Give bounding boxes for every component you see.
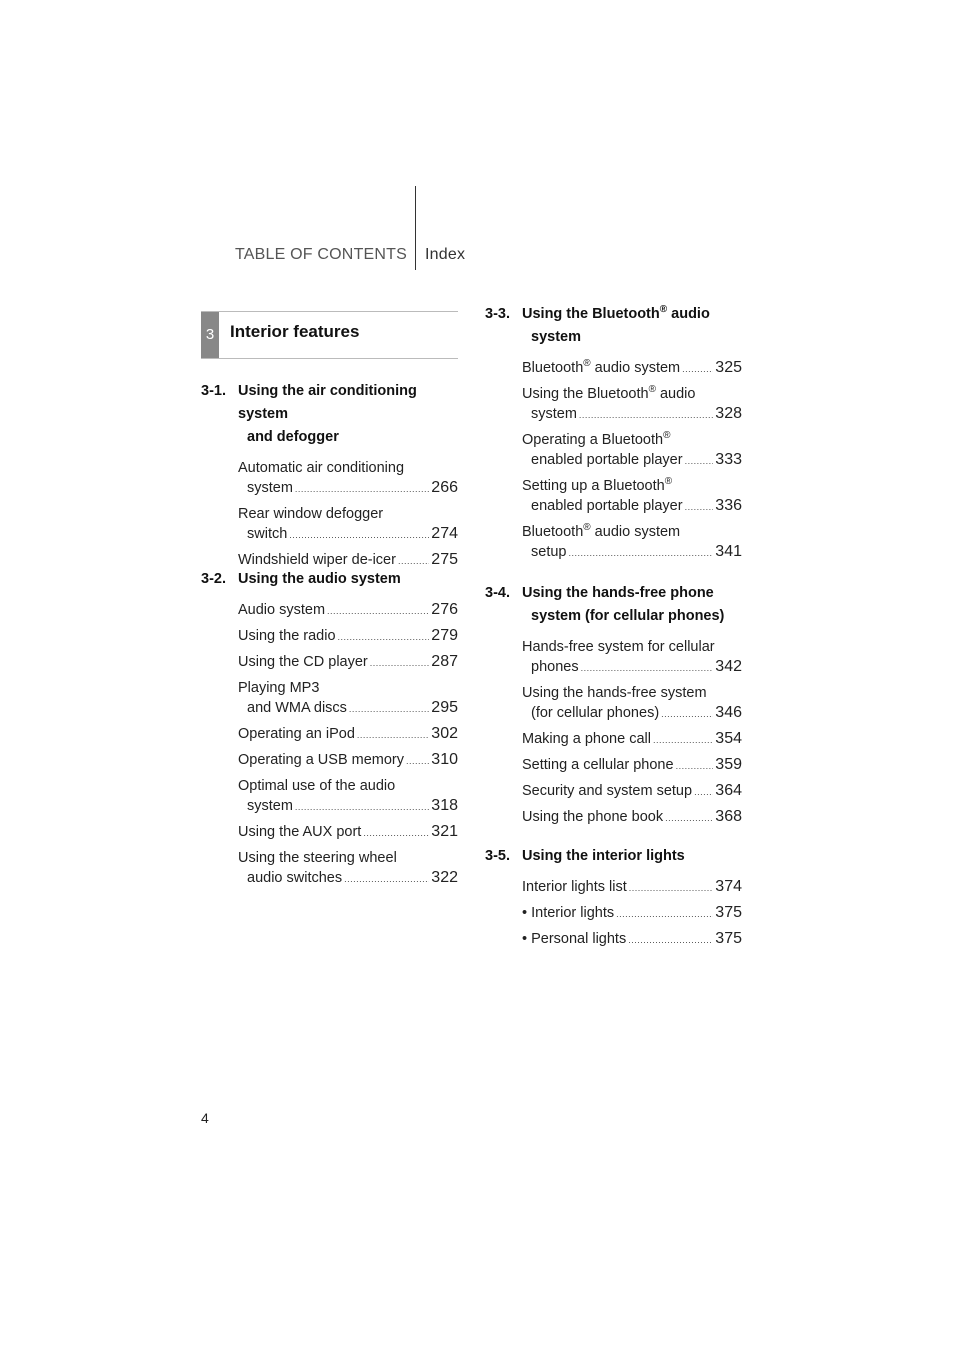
entry-page-number: 336 (715, 497, 742, 514)
entry-page-number: 276 (431, 601, 458, 618)
section-heading (485, 845, 742, 868)
entry-title: Optimal use of the audio (238, 778, 396, 794)
dot-leader (653, 730, 713, 750)
dot-leader (629, 878, 714, 898)
entry-title: Using the hands-free system (522, 685, 707, 701)
entry-title-continued: (for cellular phones) (531, 705, 660, 721)
toc-entry[interactable] (522, 430, 742, 471)
toc-entry[interactable] (238, 652, 458, 673)
entry-page-number: 275 (431, 551, 458, 568)
entry-page-number: 318 (431, 797, 458, 814)
dot-leader (344, 869, 429, 889)
entry-list (485, 358, 742, 563)
section-3-3 (485, 303, 742, 568)
toc-entry[interactable] (238, 750, 458, 771)
dot-leader (289, 525, 429, 545)
section-heading (201, 568, 458, 591)
entry-title: Using the radio (238, 628, 336, 644)
entry-page-number: 310 (431, 751, 458, 768)
toc-entry[interactable] (522, 781, 742, 802)
entry-page-number: 295 (431, 699, 458, 716)
entry-title: Making a phone call (522, 731, 651, 747)
toc-entry[interactable] (238, 600, 458, 621)
entry-title-continued: enabled portable player (531, 452, 683, 468)
entry-page-number: 302 (431, 725, 458, 742)
entry-title-continued: system (531, 406, 577, 422)
dot-leader (295, 797, 429, 817)
toc-entry[interactable] (522, 807, 742, 828)
entry-title-continued: switch (247, 526, 288, 542)
toc-entry[interactable] (238, 678, 458, 719)
toc-entry[interactable] (238, 822, 458, 843)
toc-entry[interactable] (522, 903, 742, 924)
toc-entry[interactable] (238, 504, 458, 545)
toc-link[interactable]: TABLE OF CONTENTS (235, 246, 408, 263)
entry-page-number: 364 (715, 782, 742, 799)
entry-page-number: 375 (715, 904, 742, 921)
section-number: 3-1. (201, 383, 226, 399)
entry-list (201, 600, 458, 889)
dot-leader (406, 751, 429, 771)
section-title: Using the air conditioning system (238, 383, 417, 422)
entry-title: Windshield wiper de-icer (238, 552, 396, 568)
entry-title: Audio system (238, 602, 326, 618)
entry-page-number: 333 (715, 451, 742, 468)
dot-leader (327, 601, 429, 621)
index-link[interactable]: Index (425, 246, 466, 263)
dot-leader (295, 479, 429, 499)
entry-page-number: 354 (715, 730, 742, 747)
section-number: 3-5. (485, 848, 510, 864)
section-heading (201, 380, 458, 449)
entry-title: Setting a cellular phone (522, 757, 674, 773)
dot-leader (616, 904, 713, 924)
entry-title: Operating an iPod (238, 726, 355, 742)
dot-leader (665, 808, 713, 828)
toc-entry[interactable] (522, 683, 742, 724)
header-divider (415, 186, 416, 270)
section-title-continued: system (for cellular phones) (531, 608, 725, 624)
entry-title: Using the CD player (238, 654, 368, 670)
entry-title-continued: and WMA discs (247, 700, 347, 716)
toc-entry[interactable] (522, 755, 742, 776)
section-heading (485, 303, 742, 349)
section-title: Using the audio system (238, 571, 401, 587)
chapter-title: Interior features (230, 322, 360, 341)
dot-leader (661, 704, 713, 724)
entry-title: • Interior lights (522, 905, 615, 921)
entry-title: Using the steering wheel (238, 850, 397, 866)
dot-leader (370, 653, 430, 673)
section-number: 3-3. (485, 306, 510, 322)
toc-entry[interactable] (522, 877, 742, 898)
dot-leader (628, 930, 713, 950)
toc-entry[interactable] (238, 776, 458, 817)
entry-title: Security and system setup (522, 783, 693, 799)
entry-title-continued: enabled portable player (531, 498, 683, 514)
entry-title-continued: audio switches (247, 870, 343, 886)
entry-page-number: 346 (715, 704, 742, 721)
entry-title: • Personal lights (522, 931, 627, 947)
dot-leader (676, 756, 714, 776)
entry-title: Using the AUX port (238, 824, 362, 840)
entry-page-number: 342 (715, 658, 742, 675)
entry-title: Automatic air conditioning (238, 460, 405, 476)
toc-entry[interactable] (238, 626, 458, 647)
entry-page-number: 374 (715, 878, 742, 895)
entry-page-number: 375 (715, 930, 742, 947)
entry-page-number: 368 (715, 808, 742, 825)
dot-leader (357, 725, 429, 745)
dot-leader (338, 627, 430, 647)
dot-leader (685, 451, 714, 471)
entry-page-number: 321 (431, 823, 458, 840)
toc-entry[interactable] (522, 929, 742, 950)
section-heading (485, 582, 742, 628)
entry-list (485, 637, 742, 828)
toc-entry[interactable] (238, 848, 458, 889)
entry-title-continued: phones (531, 659, 579, 675)
entry-title: Bluetooth® audio system (522, 522, 681, 540)
entry-title-continued: setup (531, 544, 567, 560)
entry-title: Using the Bluetooth® audio (522, 384, 696, 402)
section-title: Using the hands-free phone (522, 585, 714, 601)
section-number: 3-2. (201, 571, 226, 587)
entry-page-number: 341 (715, 543, 742, 560)
entry-page-number: 322 (431, 869, 458, 886)
dot-leader (363, 823, 429, 843)
toc-entry[interactable] (522, 729, 742, 750)
entry-title: Hands-free system for cellular (522, 639, 715, 655)
toc-entry[interactable] (238, 724, 458, 745)
toc-entry[interactable] (522, 522, 742, 563)
section-title: Using the interior lights (522, 848, 685, 864)
entry-page-number: 359 (715, 756, 742, 773)
dot-leader (349, 699, 429, 719)
section-title-continued: and defogger (247, 429, 339, 445)
entry-title: Operating a USB memory (238, 752, 405, 768)
dot-leader (685, 497, 714, 517)
section-title: Using the Bluetooth® audio (522, 304, 710, 322)
entry-page-number: 328 (715, 405, 742, 422)
dot-leader (579, 405, 713, 425)
entry-list (201, 458, 458, 571)
section-number: 3-4. (485, 585, 510, 601)
toc-entry[interactable] (238, 458, 458, 499)
entry-page-number: 325 (715, 359, 742, 376)
entry-title: Setting up a Bluetooth® (522, 476, 673, 494)
entry-title: Using the phone book (522, 809, 664, 825)
entry-page-number: 274 (431, 525, 458, 542)
toc-entry[interactable] (522, 637, 742, 678)
entry-page-number: 279 (431, 627, 458, 644)
entry-title-continued: system (247, 480, 293, 496)
toc-entry[interactable] (522, 476, 742, 517)
dot-leader (682, 359, 713, 379)
dot-leader (568, 543, 713, 563)
section-3-2 (201, 568, 458, 894)
chapter-number: 3 (201, 312, 219, 358)
toc-entry[interactable] (522, 358, 742, 379)
entry-page-number: 287 (431, 653, 458, 670)
entry-title: Playing MP3 (238, 680, 320, 696)
entry-title-continued: system (247, 798, 293, 814)
entry-title: Interior lights list (522, 879, 627, 895)
section-3-4 (485, 582, 742, 833)
page-number: 4 (201, 1110, 209, 1126)
section-3-5 (485, 845, 742, 955)
section-3-1 (201, 380, 458, 576)
entry-title: Operating a Bluetooth® (522, 430, 671, 448)
entry-page-number: 266 (431, 479, 458, 496)
entry-list (485, 877, 742, 950)
entry-title: Rear window defogger (238, 506, 384, 522)
toc-entry[interactable] (522, 384, 742, 425)
entry-title: Bluetooth® audio system (522, 358, 681, 376)
dot-leader (581, 658, 714, 678)
dot-leader (694, 782, 713, 802)
section-title-continued: system (531, 329, 581, 345)
chapter-header (201, 311, 458, 359)
